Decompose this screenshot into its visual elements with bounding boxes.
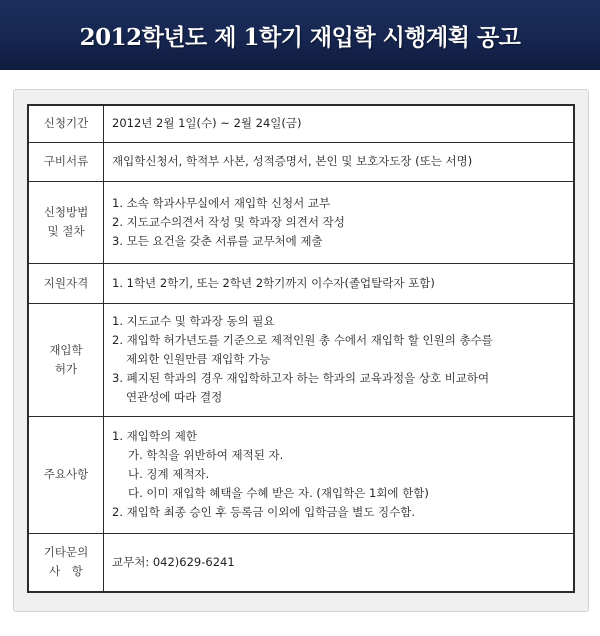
table-row-application-period bbox=[28, 105, 574, 142]
row-label bbox=[28, 263, 104, 303]
content-line: 1. 재입학의 제한 bbox=[112, 429, 197, 443]
row-content bbox=[104, 263, 575, 303]
label-line: 기타문의 bbox=[43, 545, 89, 560]
row-content bbox=[104, 303, 575, 416]
content-line: 다. 이미 재입학 혜택을 수혜 받은 자. (재입학은 1회에 한함) bbox=[128, 486, 429, 500]
content-line: 나. 징계 제적자. bbox=[128, 467, 210, 481]
content-line: 2. 재입학 허가년도를 기준으로 제적인원 총 수에서 재입학 할 인원의 총수를 bbox=[112, 333, 493, 347]
row-label bbox=[28, 303, 104, 416]
content-line: 2012년 2월 1일(수) ~ 2월 24일(금) bbox=[112, 116, 302, 131]
content-line: 재입학신청서, 학적부 사본, 성적증명서, 본인 및 보호자도장 (또는 서명) bbox=[112, 154, 473, 168]
row-label bbox=[28, 416, 104, 533]
table-row-inquiries bbox=[28, 533, 574, 592]
row-content bbox=[104, 533, 575, 592]
notice-table bbox=[27, 104, 575, 593]
content-line: 2. 지도교수의견서 작성 및 학과장 의견서 작성 bbox=[112, 214, 345, 229]
row-content bbox=[104, 181, 575, 263]
content-line: 제외한 인원만큼 재입학 가능 bbox=[126, 352, 271, 366]
label-line: 및 절차 bbox=[47, 224, 85, 238]
table-row-key-notes bbox=[28, 416, 574, 533]
content-line: 2. 재입학 최종 승인 후 등록금 이외에 입학금을 별도 징수함. bbox=[112, 505, 416, 519]
content-line: 교무처: 042)629-6241 bbox=[112, 554, 235, 569]
label-line: 구비서류 bbox=[43, 154, 89, 168]
table-row-readmission-approval bbox=[28, 303, 574, 416]
content-line: 3. 폐지된 학과의 경우 재입학하고자 하는 학과의 교육과정을 상호 비교하여 bbox=[112, 371, 490, 385]
row-content bbox=[104, 142, 575, 181]
table-row-required-documents bbox=[28, 142, 574, 181]
content-line: 3. 모든 요건을 갖춘 서류를 교무처에 제출 bbox=[112, 233, 323, 248]
content-line: 1. 지도교수 및 학과장 동의 필요 bbox=[112, 314, 275, 328]
row-label bbox=[28, 105, 104, 142]
content-line: 연관성에 따라 결정 bbox=[126, 390, 223, 404]
label-line: 지원자격 bbox=[43, 275, 89, 290]
content-line: 1. 1학년 2학기, 또는 2학년 2학기까지 이수자(졸업탈락자 포함) bbox=[112, 275, 435, 290]
row-label bbox=[28, 181, 104, 263]
row-label bbox=[28, 142, 104, 181]
table-row-eligibility bbox=[28, 263, 574, 303]
table-row-application-procedure bbox=[28, 181, 574, 263]
content-line: 1. 소속 학과사무실에서 재입학 신청서 교부 bbox=[112, 195, 331, 210]
row-content bbox=[104, 105, 575, 142]
page-title: 2012학년도 제 1학기 재입학 시행계획 공고 bbox=[79, 23, 521, 51]
label-line: 주요사항 bbox=[43, 467, 89, 481]
label-line: 허가 bbox=[54, 361, 78, 376]
label-line: 신청기간 bbox=[43, 116, 89, 131]
row-label bbox=[28, 533, 104, 592]
label-line: 재입학 bbox=[49, 342, 83, 357]
label-line: 사 항 bbox=[49, 564, 83, 579]
header-banner bbox=[0, 0, 600, 70]
content-line: 가. 학칙을 위반하여 제적된 자. bbox=[128, 448, 284, 462]
label-line: 신청방법 bbox=[43, 205, 89, 219]
row-content bbox=[104, 416, 575, 533]
